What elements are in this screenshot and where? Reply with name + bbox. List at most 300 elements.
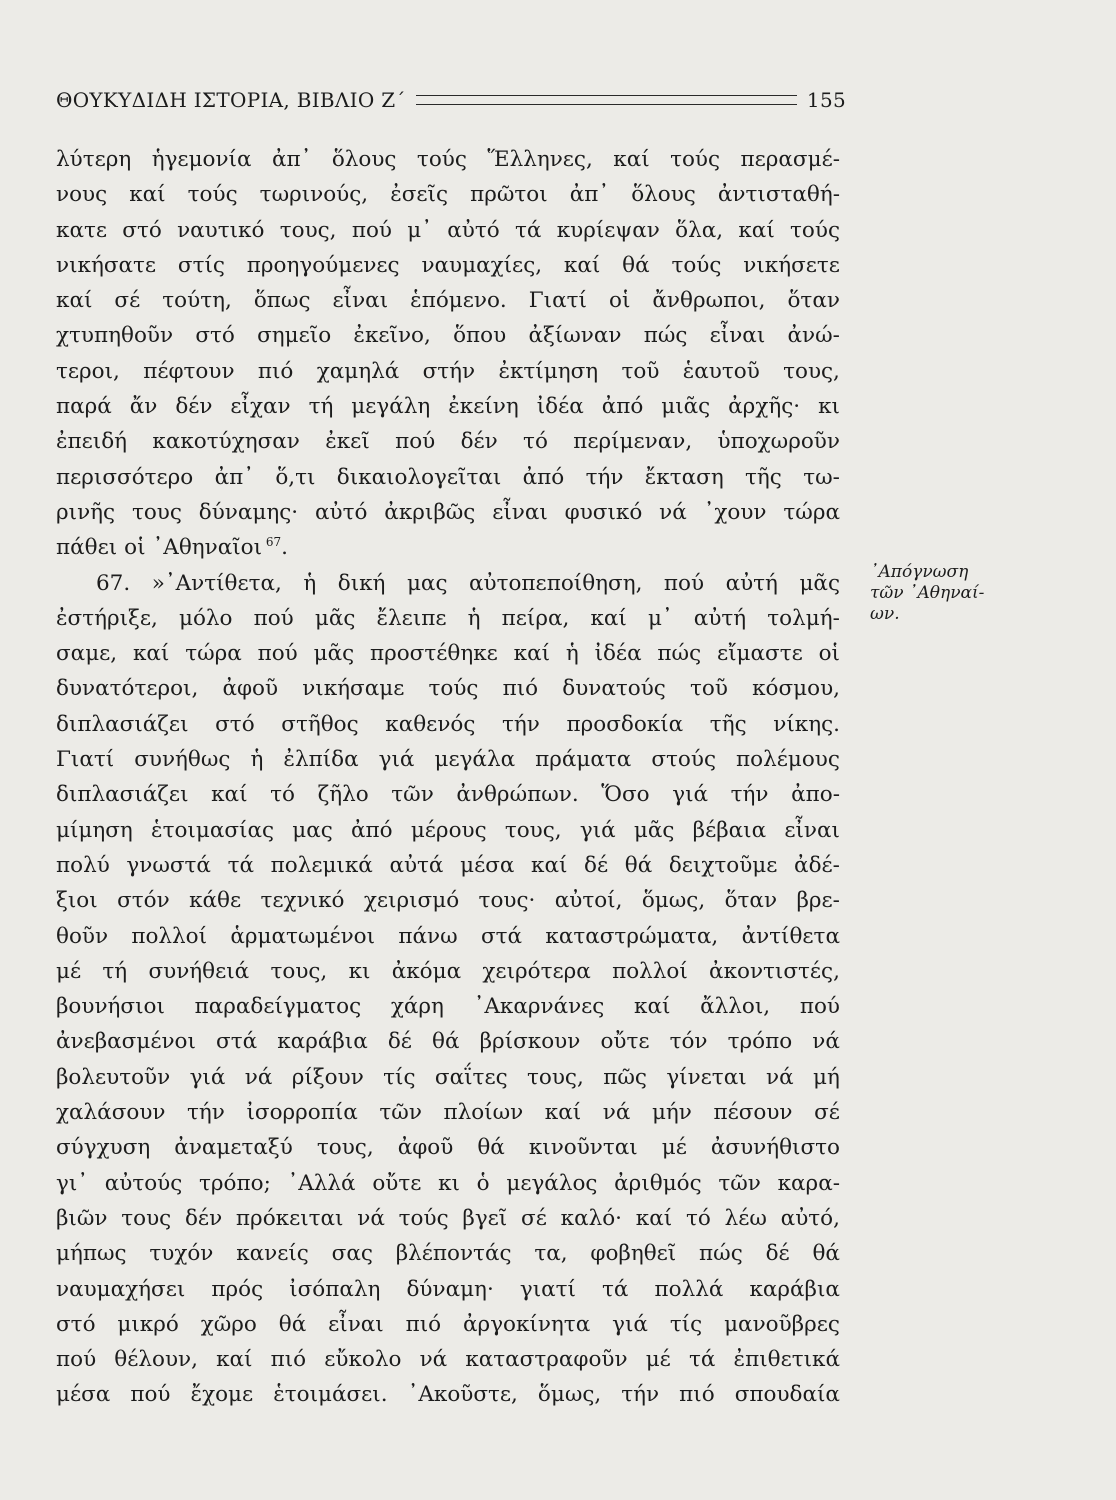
word: θά xyxy=(624,852,653,878)
word: πού xyxy=(663,570,705,596)
word: δέ xyxy=(387,1029,412,1055)
word: τούς xyxy=(790,217,840,243)
word: τους, xyxy=(527,1064,584,1090)
word: οὔτε xyxy=(372,1170,422,1196)
word: καράβια xyxy=(277,1029,368,1055)
word: τους· xyxy=(478,888,536,914)
word: πολλά xyxy=(654,1276,724,1302)
word: τήν xyxy=(621,1382,660,1408)
word: τωρινούς, xyxy=(259,182,369,208)
word: σπουδαία xyxy=(734,1382,840,1408)
word: ἡ xyxy=(250,747,264,773)
word: ἐλπίδα xyxy=(283,747,359,773)
word: ὅλους xyxy=(331,147,397,172)
word: Ἕλληνες, xyxy=(487,147,593,172)
word: καί xyxy=(544,1100,582,1126)
word: τοῦ xyxy=(621,358,660,384)
word: συνήθως xyxy=(134,747,231,773)
text-line xyxy=(56,389,840,424)
word: ἀφοῦ xyxy=(397,1135,454,1161)
text-line xyxy=(56,919,840,954)
word: εἶχαν xyxy=(230,394,291,420)
word: βλέποντάς xyxy=(395,1241,512,1267)
word: γνωστά xyxy=(126,852,211,878)
word: τούς xyxy=(398,1205,449,1231)
word: μᾶς xyxy=(314,605,356,631)
word: δυνατούς xyxy=(562,676,666,702)
word: ἔλειπε xyxy=(376,605,447,631)
word: μ᾿ xyxy=(407,217,432,243)
word: φοβηθεῖ xyxy=(590,1241,677,1267)
word: ἀρχῆς· xyxy=(728,394,801,420)
word: πρός xyxy=(211,1276,264,1302)
word: εἶναι xyxy=(492,499,548,525)
word: ἀφοῦ xyxy=(222,676,279,702)
word: τῶν xyxy=(379,1100,422,1126)
word: στίς xyxy=(177,252,225,278)
word: στό xyxy=(122,217,162,243)
word: δέν xyxy=(184,1205,223,1231)
word: μεγάλος xyxy=(506,1170,598,1196)
word: τους, xyxy=(316,1135,374,1161)
word: πέσουν xyxy=(713,1100,793,1126)
word: χτυπηθοῦν xyxy=(56,323,174,349)
word: μέρους xyxy=(410,817,487,843)
word: ἐκεῖ xyxy=(325,429,370,455)
word: μας xyxy=(292,817,333,843)
word: πιό xyxy=(405,1311,442,1337)
word: νά xyxy=(812,1029,840,1055)
word: αὐτή xyxy=(693,605,747,631)
word: γίνεται xyxy=(666,1064,747,1090)
word: νά xyxy=(766,1064,794,1090)
word: ἀσυνήθιστο xyxy=(710,1135,840,1161)
text-line xyxy=(56,1060,840,1095)
word: νικήσαμε xyxy=(302,676,405,702)
word: ρίξουν xyxy=(291,1064,364,1090)
text-line xyxy=(56,213,840,248)
word: τό xyxy=(270,782,295,808)
word: εἶναι xyxy=(709,323,766,349)
word: τούς xyxy=(670,147,721,172)
word: πολέμους xyxy=(736,747,840,773)
word: τους, xyxy=(279,217,337,243)
word: καί xyxy=(563,252,601,278)
word: ᾿χουν xyxy=(703,499,767,525)
word: γιά xyxy=(579,817,616,843)
word: μας xyxy=(406,570,448,596)
word: ἀριθμός xyxy=(614,1170,702,1196)
word: ἔχομε xyxy=(190,1382,254,1408)
word: θά xyxy=(812,1241,840,1267)
word: αὐτό xyxy=(447,217,500,243)
word: πολλοί xyxy=(131,923,208,949)
word: κι xyxy=(818,394,840,420)
word: μή xyxy=(813,1064,840,1090)
word: σύγχυση xyxy=(56,1135,151,1161)
word: ὅλους xyxy=(631,182,696,208)
word: τίς xyxy=(383,1064,416,1090)
word: στό xyxy=(56,1311,96,1337)
running-title: ΘΟΥΚΥΔΙΔΗ ΙΣΤΟΡΙΑ, ΒΙΒΛΙΟ Ζ΄ xyxy=(56,88,406,112)
word: ἀναμεταξύ xyxy=(174,1135,293,1161)
text-line xyxy=(56,495,840,530)
margin-note-line: τῶν ᾿Αθηναί- xyxy=(870,583,985,603)
word: ἄν xyxy=(129,394,158,420)
word: τους xyxy=(131,499,182,525)
word: ἀπ᾿ xyxy=(214,464,254,490)
word: ἐκείνη xyxy=(448,394,519,420)
word: ἑτοιμάσει. xyxy=(273,1382,388,1408)
word: προηγούμενες xyxy=(246,252,400,278)
word: κάθε xyxy=(189,888,242,914)
word: ὅμως, xyxy=(641,888,706,914)
word: ἀπό xyxy=(351,817,393,843)
word: εἴμαστε xyxy=(716,641,803,667)
word: σέ xyxy=(521,1205,547,1231)
word: βουνήσιοι xyxy=(56,994,165,1020)
word: ἑπόμενο. xyxy=(410,288,507,314)
word: τά xyxy=(602,1276,629,1302)
word: κόσμου, xyxy=(752,676,840,702)
word: καί xyxy=(513,641,551,667)
word: νικήσατε xyxy=(56,252,157,278)
word: παρά xyxy=(56,394,112,420)
word: καί xyxy=(211,782,248,808)
word: στούς xyxy=(651,747,716,773)
word: πιό xyxy=(257,358,294,384)
word: ξιοι xyxy=(56,888,98,914)
word: σαΐτες xyxy=(434,1064,508,1090)
word: κυρίεψαν xyxy=(556,217,660,243)
word: ἀπό xyxy=(522,464,565,490)
word: τους, xyxy=(783,358,840,384)
text-line xyxy=(56,707,840,742)
word: πού xyxy=(799,994,840,1020)
word: ὅταν xyxy=(787,288,840,314)
word: ἀκριβῶς xyxy=(384,499,476,525)
word: τεχνικό xyxy=(260,888,345,914)
word: ἀντισταθή- xyxy=(717,182,840,208)
word: βρίσκουν xyxy=(479,1029,581,1055)
word: λέω xyxy=(724,1205,767,1231)
word: μ᾿ xyxy=(647,605,673,631)
word: 67. xyxy=(96,570,131,596)
word: Ὅσο xyxy=(601,782,650,808)
word: ὅμως, xyxy=(537,1382,602,1408)
word: πιό xyxy=(270,1347,307,1373)
word: στά xyxy=(480,923,523,949)
word: πρόκειται xyxy=(235,1205,344,1231)
word: τῶν xyxy=(718,1170,761,1196)
word: καί xyxy=(216,1347,253,1373)
word: πού xyxy=(253,605,294,631)
word: δική xyxy=(337,570,386,596)
word: κι xyxy=(348,958,371,984)
word: δειχτοῦμε xyxy=(668,852,778,878)
word: αὐτοί, xyxy=(554,888,623,914)
word: δυνατότεροι, xyxy=(56,676,199,702)
text-line xyxy=(56,883,840,918)
word: σας xyxy=(331,1241,373,1267)
word: πού xyxy=(257,641,298,667)
word: κατε xyxy=(56,217,107,243)
word: αὐτό, xyxy=(780,1205,840,1231)
word: ᾿Αθηναῖοι $^{67}$. xyxy=(152,535,288,561)
word: τώρα xyxy=(783,499,840,525)
word: στόν xyxy=(117,888,170,914)
word: ἡ xyxy=(467,605,481,631)
word: σαμε, xyxy=(56,641,118,667)
word: τῶν xyxy=(391,782,434,808)
word: πράματα xyxy=(535,747,632,773)
word: περίμεναν, xyxy=(573,429,693,455)
word: εὔκολο xyxy=(324,1347,402,1373)
word: ὁ xyxy=(476,1170,490,1196)
word: ἀξίωναν xyxy=(528,323,622,349)
word: στό xyxy=(195,323,235,349)
word: πολεμικά xyxy=(270,852,373,878)
word: καθενός xyxy=(385,711,476,737)
word: τά xyxy=(227,852,254,878)
word: οἱ xyxy=(609,288,631,314)
word: πού xyxy=(56,1347,97,1373)
word: τρόπο xyxy=(727,1029,793,1055)
margin-note-line: ᾿Απόγνωση xyxy=(870,562,969,582)
word: τυχόν xyxy=(149,1241,214,1267)
word: θέλουν, xyxy=(114,1347,198,1373)
word: χάρη xyxy=(390,994,444,1020)
word: χειρισμό xyxy=(363,888,460,914)
word: Γιατί xyxy=(56,747,115,773)
word: καί xyxy=(613,147,650,172)
word: ρινῆς xyxy=(56,499,116,525)
word: πιό xyxy=(502,676,539,702)
word: χῶρο xyxy=(200,1311,257,1337)
word: νά xyxy=(244,1064,273,1090)
word: καί xyxy=(531,852,568,878)
word: τήν xyxy=(187,1100,225,1126)
word: πού xyxy=(130,1382,171,1408)
word: καί xyxy=(129,182,166,208)
word: πῶς xyxy=(603,1064,647,1090)
word: ἀδέ- xyxy=(794,852,840,878)
word: αὐτούς xyxy=(104,1170,183,1196)
text-line xyxy=(56,601,840,636)
text-line xyxy=(56,777,840,812)
word: ναυτικό xyxy=(177,217,265,243)
word: ἐπιθετικά xyxy=(733,1347,840,1373)
word: πώς xyxy=(699,1241,743,1267)
word: ἀργοκίνητα xyxy=(463,1311,591,1337)
word: ἀνεβασμένοι xyxy=(56,1029,196,1055)
word: τήν xyxy=(730,782,769,808)
word: γιά xyxy=(672,782,709,808)
running-head xyxy=(56,82,846,118)
word: κανείς xyxy=(236,1241,309,1267)
word: ὅλα, xyxy=(675,217,724,243)
word: ἐκτίμηση xyxy=(498,358,599,384)
word: νά xyxy=(419,1347,448,1373)
text-line xyxy=(56,566,840,601)
word: ἀκοντιστές, xyxy=(709,958,840,984)
double-rule xyxy=(416,95,797,105)
word: μέ xyxy=(661,1135,687,1161)
word: πού xyxy=(395,429,436,455)
text-line xyxy=(56,142,840,177)
word: κινοῦνται xyxy=(528,1135,638,1161)
word: οἱ xyxy=(124,535,146,561)
word: ναυμαχήσει xyxy=(56,1276,186,1302)
word: πώς xyxy=(643,323,688,349)
word: ὅπου xyxy=(453,323,507,349)
word: τους, xyxy=(504,817,562,843)
word: προσδοκία xyxy=(566,711,684,737)
word: μᾶς xyxy=(799,570,840,596)
word: δέν xyxy=(175,394,213,420)
word: νά xyxy=(602,1100,631,1126)
word: χειρότερα xyxy=(482,958,591,984)
word: τεροι, xyxy=(56,358,120,384)
text-line xyxy=(56,1236,840,1271)
word: ὑποχωροῦν xyxy=(717,429,840,455)
word: πάθει xyxy=(56,535,118,561)
word: αὐτά xyxy=(389,852,444,878)
word: μᾶς xyxy=(633,817,675,843)
word: τοῦ xyxy=(690,676,728,702)
word: μόλο xyxy=(178,605,233,631)
text-line xyxy=(56,1377,840,1412)
word: τρόπο; xyxy=(199,1170,271,1196)
word: χαλάσουν xyxy=(56,1100,166,1126)
word: πέφτουν xyxy=(143,358,235,384)
text-line xyxy=(56,283,840,318)
word: ἀντίθετα xyxy=(741,923,840,949)
word: καράβια xyxy=(749,1276,840,1302)
word: τούτη, xyxy=(162,288,232,314)
word: μικρό xyxy=(117,1311,179,1337)
word: θοῦν xyxy=(56,923,109,949)
word: πολλοί xyxy=(612,958,688,984)
text-line xyxy=(56,1307,840,1342)
word: παραδείγματος xyxy=(194,994,362,1020)
body-text xyxy=(56,142,840,1413)
word: νίκης. xyxy=(773,711,840,737)
word: ἔκταση xyxy=(644,464,724,490)
word: τούς xyxy=(671,252,722,278)
word: θά xyxy=(477,1135,505,1161)
word: ἡ xyxy=(303,570,317,596)
word: γιά xyxy=(378,747,415,773)
word: δέ xyxy=(584,852,609,878)
word: γιά xyxy=(612,1311,648,1337)
word: τῆς xyxy=(745,464,782,490)
word: δέ xyxy=(765,1241,790,1267)
word: μέσα xyxy=(56,1382,111,1408)
word: πιό xyxy=(679,1382,715,1408)
word: βγεῖ xyxy=(462,1205,508,1231)
word: τήν xyxy=(585,464,624,490)
word: λύτερη xyxy=(56,147,132,172)
word: τα, xyxy=(534,1241,568,1267)
word: μέσα xyxy=(460,852,515,878)
word: ὅταν xyxy=(724,888,778,914)
word: πείρα, xyxy=(501,605,570,631)
word: στῆθος xyxy=(281,711,359,737)
word: καί xyxy=(590,605,627,631)
word: σέ xyxy=(114,288,141,314)
word: βέβαια xyxy=(692,817,767,843)
word: πλοίων xyxy=(443,1100,524,1126)
margin-note-line: ων. xyxy=(870,604,900,624)
word: τώρα xyxy=(185,641,242,667)
word: μέ xyxy=(645,1347,671,1373)
text-line xyxy=(56,989,840,1024)
word: ἀπο- xyxy=(791,782,840,808)
word: ναυμαχίες, xyxy=(421,252,543,278)
word: πώς xyxy=(657,641,702,667)
word: τό xyxy=(523,429,548,455)
word: συνήθειά xyxy=(148,958,250,984)
word: ἐσεῖς xyxy=(390,182,449,208)
word: αὐτή xyxy=(725,570,778,596)
word: περασμέ- xyxy=(740,147,840,172)
word: χαμηλά xyxy=(316,358,400,384)
word: πού xyxy=(351,217,392,243)
word: Γιατί xyxy=(528,288,587,314)
text-line xyxy=(56,1024,840,1059)
word: ἰδέα xyxy=(536,394,584,420)
word: βολευτοῦν xyxy=(56,1064,171,1090)
word: τω- xyxy=(803,464,840,490)
word: ἄλλοι, xyxy=(700,994,771,1020)
word: μήπως xyxy=(56,1241,127,1267)
word: στό xyxy=(215,711,255,737)
word: τά xyxy=(514,217,542,243)
text-line xyxy=(56,177,840,212)
word: περισσότερο xyxy=(56,464,194,490)
word: οὔτε xyxy=(600,1029,650,1055)
word: καί xyxy=(738,217,775,243)
word: τή xyxy=(308,394,334,420)
text-line xyxy=(56,1342,840,1377)
word: βρε- xyxy=(796,888,840,914)
text-line xyxy=(56,1095,840,1130)
word: καταστραφοῦν xyxy=(465,1347,628,1373)
word: μᾶς xyxy=(313,641,355,667)
word: τήν xyxy=(502,711,540,737)
text-line xyxy=(56,530,840,565)
word: νά xyxy=(659,499,687,525)
word: διπλασιάζει xyxy=(56,711,189,737)
word: εἶναι xyxy=(784,817,840,843)
word: οἱ xyxy=(818,641,840,667)
text-line xyxy=(56,460,840,495)
word: βιῶν xyxy=(56,1205,108,1231)
word: φυσικό xyxy=(564,499,643,525)
text-line xyxy=(56,813,840,848)
word: ἑαυτοῦ xyxy=(682,358,760,384)
word: τίς xyxy=(669,1311,703,1337)
text-line xyxy=(56,318,840,353)
word: καταστρώματα, xyxy=(545,923,719,949)
word: νους xyxy=(56,182,108,208)
word: τό xyxy=(685,1205,711,1231)
word: καλό· xyxy=(560,1205,623,1231)
word: ἰσόπαλη xyxy=(289,1276,381,1302)
word: διπλασιάζει xyxy=(56,782,189,808)
text-line xyxy=(56,742,840,777)
